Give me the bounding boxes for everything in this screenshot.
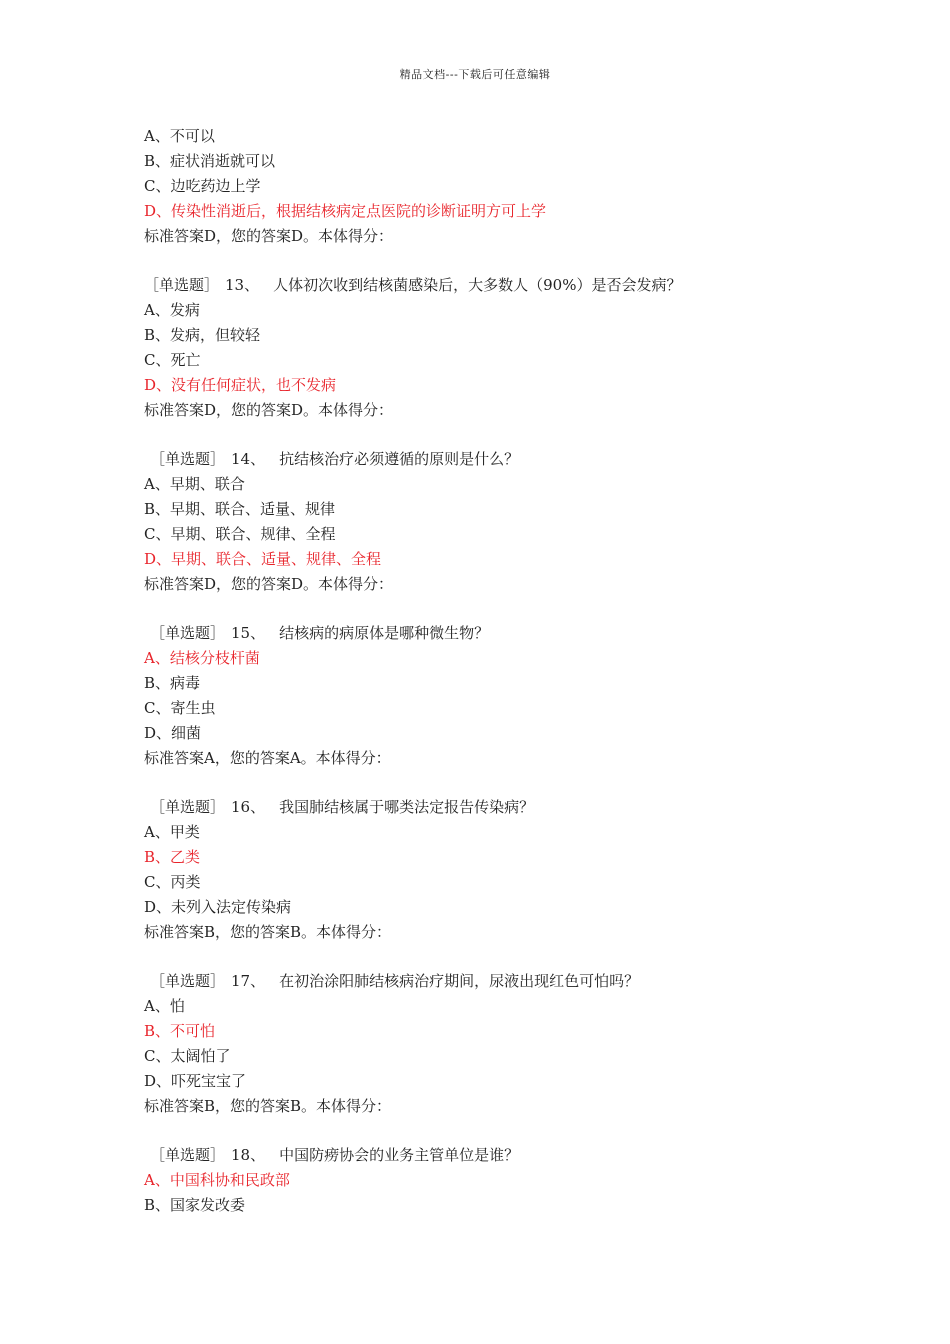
option-b: B、早期、联合、适量、规律 <box>144 500 336 518</box>
question-title <box>144 1143 864 1168</box>
option-c: C、早期、联合、规律、全程 <box>144 525 336 543</box>
question-title <box>144 795 864 820</box>
spacer <box>144 423 864 447</box>
question-block-18 <box>144 1143 864 1218</box>
option-c: C、丙类 <box>144 873 201 891</box>
question-title <box>144 621 864 646</box>
question-number: 14、 <box>231 450 266 468</box>
question-text: 中国防痨协会的业务主管单位是谁？ <box>279 1146 520 1164</box>
question-text: 抗结核治疗必须遵循的原则是什么？ <box>279 450 520 468</box>
option-b-correct: B、不可怕 <box>144 1022 216 1040</box>
question-block-14 <box>144 447 864 597</box>
answer-line: 标准答案D，您的答案D。本体得分： <box>144 227 394 245</box>
question-type: ［单选题］ <box>150 450 226 468</box>
option-d-correct: D、没有任何症状，也不发病 <box>144 376 337 394</box>
option-a: A、发病 <box>144 301 200 319</box>
option-b: B、国家发改委 <box>144 1196 246 1214</box>
option-d: D、未列入法定传染病 <box>144 898 292 916</box>
spacer <box>144 945 864 969</box>
option-c: C、寄生虫 <box>144 699 216 717</box>
question-text: 在初治涂阳肺结核病治疗期间，尿液出现红色可怕吗？ <box>279 972 640 990</box>
spacer <box>144 1119 864 1143</box>
option-d-correct: D、早期、联合、适量、规律、全程 <box>144 550 382 568</box>
question-type: ［单选题］ <box>150 972 226 990</box>
option-b-correct: B、乙类 <box>144 848 201 866</box>
question-title <box>144 447 864 472</box>
question-text: 人体初次收到结核菌感染后，大多数人（90%）是否会发病？ <box>273 276 682 294</box>
question-number: 17、 <box>231 972 266 990</box>
spacer <box>144 597 864 621</box>
question-block-continued <box>144 124 864 249</box>
option-list <box>144 124 864 224</box>
option-b: B、发病，但较轻 <box>144 326 261 344</box>
question-number: 13、 <box>225 276 260 294</box>
question-text: 结核病的病原体是哪种微生物？ <box>279 624 490 642</box>
option-c: C、死亡 <box>144 351 201 369</box>
question-type: ［单选题］ <box>144 276 220 294</box>
question-type: ［单选题］ <box>150 798 226 816</box>
question-block-13 <box>144 273 864 423</box>
option-c: C、边吃药边上学 <box>144 177 261 195</box>
option-a: A、怕 <box>144 997 185 1015</box>
page-header: 精品文档---下载后可任意编辑 <box>399 68 551 81</box>
answer-line: 标准答案D，您的答案D。本体得分： <box>144 401 394 419</box>
question-title <box>144 273 864 298</box>
option-b: B、病毒 <box>144 674 201 692</box>
option-a-correct: A、中国科协和民政部 <box>144 1171 290 1189</box>
answer-line: 标准答案D，您的答案D。本体得分： <box>144 575 394 593</box>
question-number: 18、 <box>231 1146 266 1164</box>
question-block-17 <box>144 969 864 1119</box>
option-c: C、太阔怕了 <box>144 1047 231 1065</box>
question-number: 16、 <box>231 798 266 816</box>
answer-line: 标准答案B，您的答案B。本体得分： <box>144 1097 392 1115</box>
option-b: B、症状消逝就可以 <box>144 152 276 170</box>
question-type: ［单选题］ <box>150 1146 226 1164</box>
option-a: A、早期、联合 <box>144 475 245 493</box>
option-d: D、吓死宝宝了 <box>144 1072 247 1090</box>
option-a: A、不可以 <box>144 127 215 145</box>
option-d-correct: D、传染性消逝后，根据结核病定点医院的诊断证明方可上学 <box>144 202 547 220</box>
answer-line: 标准答案A，您的答案A。本体得分： <box>144 749 391 767</box>
question-text: 我国肺结核属于哪类法定报告传染病？ <box>279 798 535 816</box>
option-a-correct: A、结核分枝杆菌 <box>144 649 260 667</box>
question-block-16 <box>144 795 864 945</box>
question-block-15 <box>144 621 864 771</box>
spacer <box>144 249 864 273</box>
answer-line: 标准答案B，您的答案B。本体得分： <box>144 923 392 941</box>
spacer <box>144 771 864 795</box>
question-title <box>144 969 864 994</box>
quiz-content <box>144 124 864 1218</box>
question-number: 15、 <box>231 624 266 642</box>
option-d: D、细菌 <box>144 724 202 742</box>
question-type: ［单选题］ <box>150 624 226 642</box>
option-a: A、甲类 <box>144 823 200 841</box>
